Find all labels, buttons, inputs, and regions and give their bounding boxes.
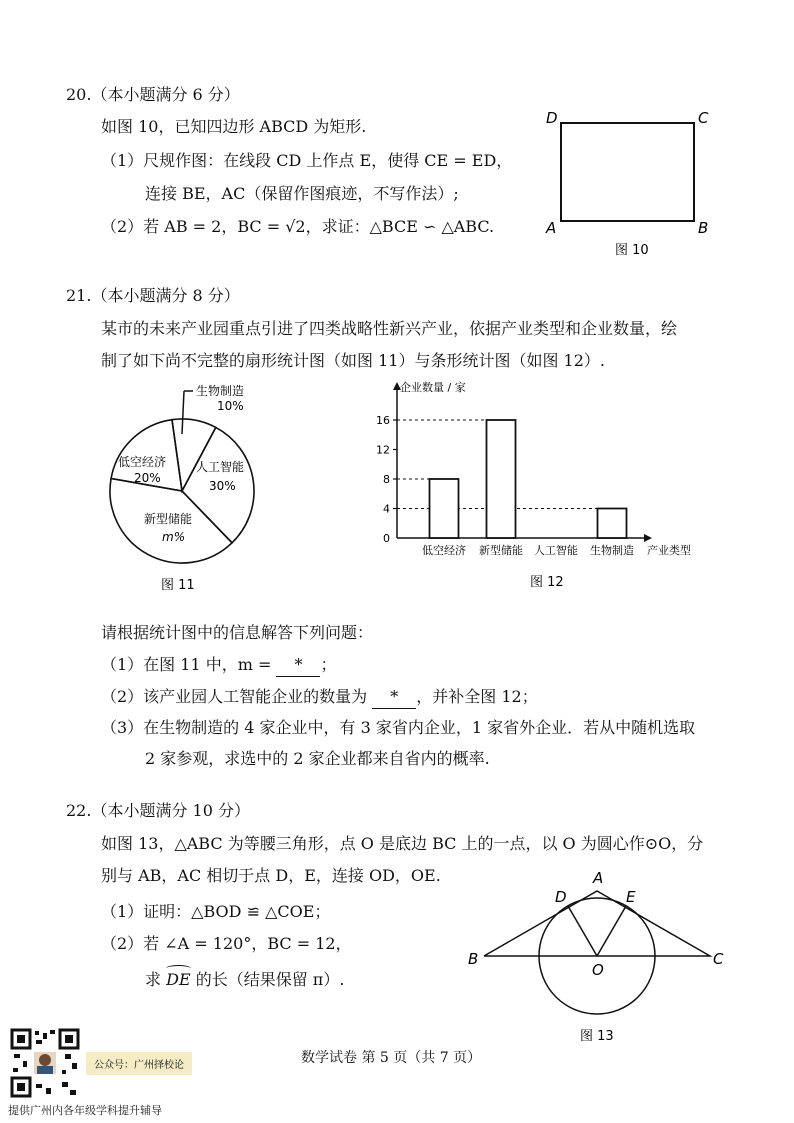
bar-chart-xlabel: 产业类型 <box>647 544 691 557</box>
q22-part2-prefix: 求 <box>145 970 162 989</box>
q20-part1-line1: （1）尺规作图：在线段 CD 上作点 E，使得 CE = ED， <box>101 151 513 170</box>
q21-part2-suffix: ，并补全图 12； <box>416 687 538 706</box>
q21-stem-line1: 某市的未来产业园重点引进了四类战略性新兴产业，依据产业类型和企业数量，绘 <box>101 319 678 338</box>
q21-part3-line1: （3）在生物制造的 4 家企业中，有 3 家省内企业，1 家省外企业．若从中随机选取 <box>101 718 696 737</box>
label-A: A <box>593 869 604 887</box>
q21-stem-line2: 制了如下尚不完整的扇形统计图（如图 11）与条形统计图（如图 12）. <box>101 351 605 370</box>
page-footer: 数学试卷 第 5 页（共 7 页） <box>301 1050 482 1066</box>
x-category-label: 低空经济 <box>422 544 466 557</box>
pie-pct-storage: m% <box>162 530 186 544</box>
arc-mark-icon <box>166 965 191 972</box>
segment-oe <box>597 906 626 956</box>
q22-stem-line1: 如图 13，△ABC 为等腰三角形，点 O 是底边 BC 上的一点，以 O 为圆心作⊙O，分 <box>101 834 704 853</box>
x-axis-arrow <box>644 534 652 542</box>
rectangle-abcd <box>561 123 694 221</box>
figure-11-caption: 图 11 <box>161 578 195 593</box>
q21-prompt: 请根据统计图中的信息解答下列问题： <box>101 623 374 642</box>
pie-label-lowalt: 低空经济 <box>118 455 167 469</box>
label-D: D <box>555 888 567 906</box>
y-tick-label: 8 <box>383 473 390 486</box>
pie-pct-ai: 30% <box>209 479 236 493</box>
pie-label-bio: 生物制造 <box>196 384 245 398</box>
segment-od <box>568 906 597 956</box>
bar-chart-ylabel: 企业数量 / 家 <box>400 381 466 394</box>
x-category-label: 人工智能 <box>534 544 578 557</box>
label-C: C <box>713 950 724 968</box>
figure-11-pie <box>100 378 280 600</box>
x-category-label: 生物制造 <box>590 544 634 557</box>
label-E: E <box>626 888 636 906</box>
label-D: D <box>546 109 558 127</box>
q21-part1-prefix: （1）在图 11 中，m = <box>101 655 272 674</box>
label-B: B <box>468 950 479 968</box>
bar <box>598 509 627 539</box>
figure-10-caption: 图 10 <box>615 243 649 258</box>
q22-stem-line2: 别与 AB，AC 相切于点 D，E，连接 OD，OE. <box>101 866 441 885</box>
figure-13 <box>462 864 732 1048</box>
q20-part2: （2）若 AB = 2，BC = √2，求证：△BCE ∽ △ABC. <box>101 217 495 236</box>
q21-part1 <box>101 654 337 677</box>
q21-part2-prefix: （2）该产业园人工智能企业的数量为 <box>101 687 368 706</box>
q21-header: 21.（本小题满分 8 分） <box>66 286 240 305</box>
q21-part1-suffix: ； <box>320 655 337 674</box>
figure-10 <box>540 100 720 270</box>
q22-part2-line2 <box>145 966 344 991</box>
y-tick-label: 12 <box>376 443 390 457</box>
pie-label-storage: 新型储能 <box>144 512 193 526</box>
label-B: B <box>698 219 709 237</box>
label-O: O <box>592 961 604 979</box>
q20-header: 20.（本小题满分 6 分） <box>66 85 240 104</box>
label-C: C <box>698 109 709 127</box>
triangle-abc <box>484 891 710 956</box>
qr-code-icon <box>10 1028 80 1098</box>
arc-de <box>166 966 191 991</box>
pie-leader-line-v <box>182 391 184 434</box>
q21-part3-line2: 2 家参观，求选中的 2 家企业都来自省内的概率. <box>145 749 490 768</box>
pie-label-ai: 人工智能 <box>196 460 245 474</box>
q21-part2 <box>101 686 538 709</box>
q22-header: 22.（本小题满分 10 分） <box>66 801 250 820</box>
q20-part1-line2: 连接 BE，AC（保留作图痕迹，不写作法）; <box>145 184 459 203</box>
q22-part2-suffix: 的长（结果保留 π）. <box>195 970 345 989</box>
arc-de-label: DE <box>166 970 191 989</box>
wechat-tag: 公众号：广州择校论 <box>86 1052 192 1075</box>
figure-12-caption: 图 12 <box>530 575 564 590</box>
figure-13-caption: 图 13 <box>580 1029 614 1044</box>
label-A: A <box>546 219 557 237</box>
q20-stem: 如图 10，已知四边形 ABCD 为矩形. <box>101 117 367 136</box>
q21-part1-blank: * <box>276 654 320 677</box>
y-tick-label: 4 <box>383 502 390 516</box>
y-tick-label: 0 <box>383 532 390 545</box>
figure-12-bar-chart <box>370 375 710 597</box>
pie-pct-lowalt: 20% <box>134 471 161 485</box>
y-tick-label: 16 <box>376 414 390 427</box>
q21-part2-blank: * <box>372 686 416 709</box>
pie-pct-bio: 10% <box>217 399 244 413</box>
bar <box>430 479 459 538</box>
q22-part2: （2）若 ∠A = 120°，BC = 12， <box>101 934 352 953</box>
tutoring-note: 提供广州内各年级学科提升辅导 <box>8 1104 162 1117</box>
x-category-label: 新型储能 <box>479 544 523 557</box>
q22-part1: （1）证明：△BOD ≌ △COE； <box>101 902 331 921</box>
bar <box>487 420 516 538</box>
